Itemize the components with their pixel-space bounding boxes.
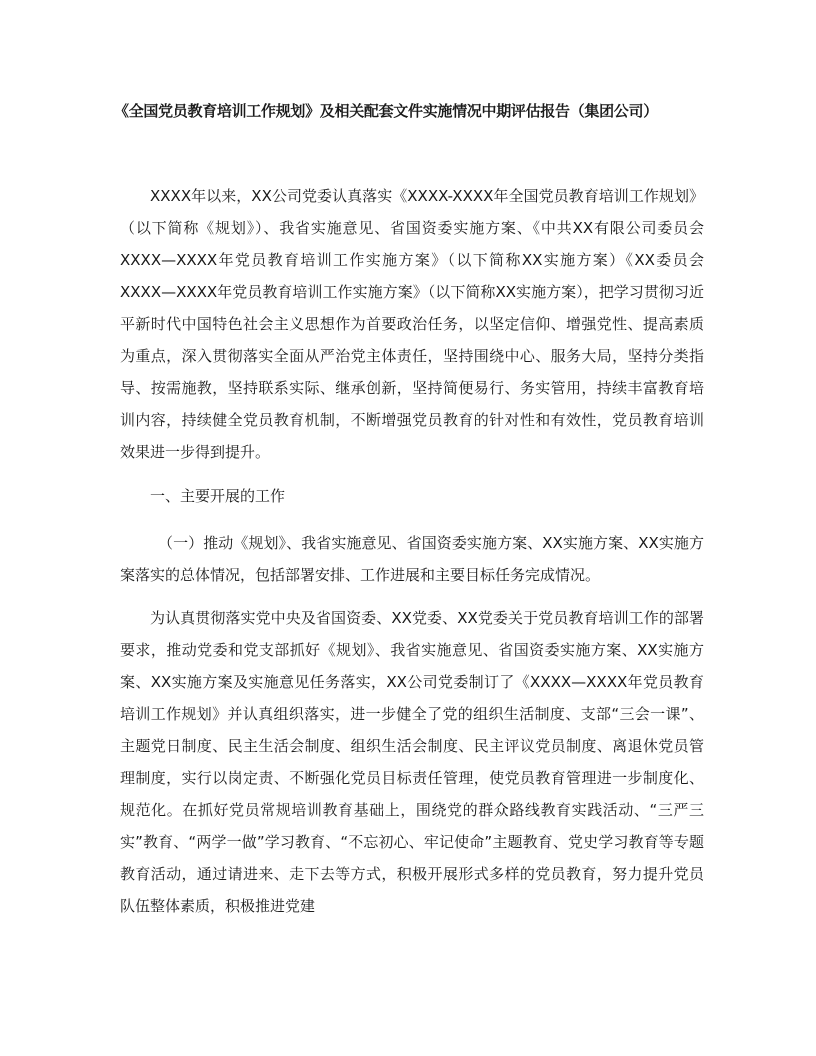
intro-paragraph: XXXX年以来，XX公司党委认真落实《XXXX-XXXX年全国党员教育培训工作规划》（以下简称《规划》）、我省实施意见、省国资委实施方案、《中共XX有限公司委员会XXXX—XXXX年党员教育培训工作实施方案》（以下简称XX实施方案）《XX委员会XXXX—XXXX年党员教育培训工作实施方案》（以下简称XX实施方案），把学习贯彻习近平新时代中国特色社会主义思想作为首要政治任务，以坚定信仰、增强党性、提高素质为重点，深入贯彻落实全面从严治党主体责任，坚持围绕中心、服务大局，坚持分类指导、按需施教，坚持联系实际、继承创新，坚持简便易行、务实管用，持续丰富教育培训内容，持续健全党员教育机制，不断增强党员教育的针对性和有效性，党员教育培训效果进一步得到提升。 xyxy=(120,187,704,461)
section-heading: 一、主要开展的工作 xyxy=(150,487,286,505)
subsection-heading: （一）推动《规划》、我省实施意见、省国资委实施方案、XX实施方案、XX实施方案落实的总体情况，包括部署安排、工作进展和主要目标任务完成情况。 xyxy=(120,534,704,584)
body-paragraph: 为认真贯彻落实党中央及省国资委、XX党委、XX党委关于党员教育培训工作的部署要求，推动党委和党支部抓好《规划》、我省实施意见、省国资委实施方案、XX实施方案、XX实施方案及实施意见任务落实，XX公司党委制订了《XXXX—XXXX年党员教育培训工作规划》并认真组织落实，进一步健全了党的组织生活制度、支部“三会一课”、主题党日制度、民主生活会制度、组织生活会制度、民主评议党员制度、离退休党员管理制度，实行以岗定责、不断强化党员目标责任管理，使党员教育管理进一步制度化、规范化。在抓好党员常规培训教育基础上，围绕党的群众路线教育实践活动、“三严三实”教育、“两学一做”学习教育、“不忘初心、牢记使命”主题教育、党史学习教育等专题教育活动，通过请进来、走下去等方式，积极开展形式多样的党员教育，努力提升党员队伍整体素质，积极推进党建 xyxy=(120,609,704,915)
document-title: 《全国党员教育培训工作规划》及相关配套文件实施情况中期评估报告（集团公司） xyxy=(114,102,658,120)
